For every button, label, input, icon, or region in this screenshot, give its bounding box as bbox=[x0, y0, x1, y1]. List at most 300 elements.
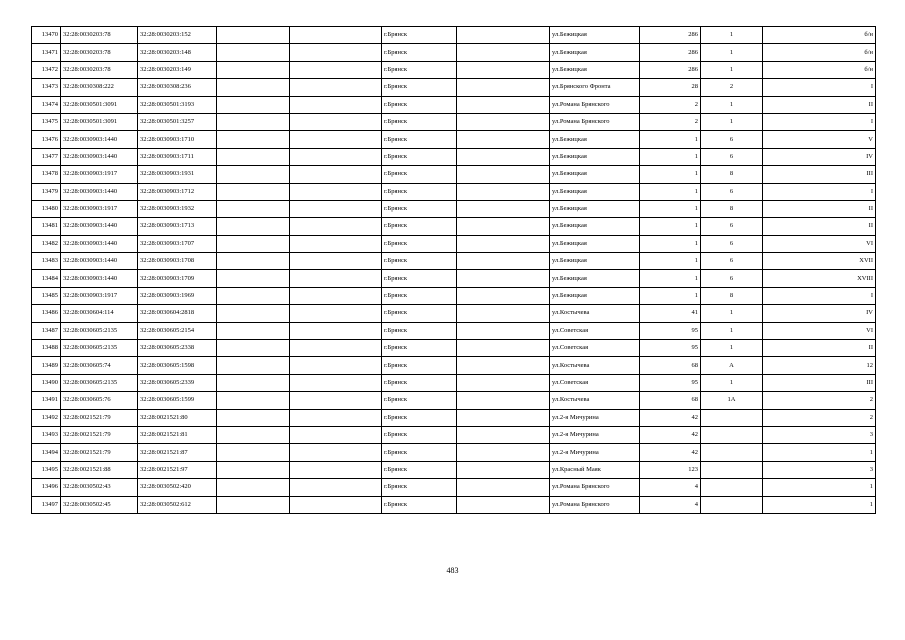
empty-cell bbox=[457, 392, 550, 409]
house-number-cell: 1 bbox=[640, 270, 701, 287]
premises-cell: I bbox=[763, 79, 876, 96]
street-cell: ул.Бежицкая bbox=[550, 235, 640, 252]
cadastral-parcel-cell: 32:28:0021521:79 bbox=[61, 444, 138, 461]
street-cell: ул.Советская bbox=[550, 322, 640, 339]
premises-cell: 3 bbox=[763, 426, 876, 443]
empty-cell bbox=[290, 166, 382, 183]
street-cell: ул.Бежицкая bbox=[550, 44, 640, 61]
cadastral-object-cell: 32:28:0030203:149 bbox=[138, 61, 217, 78]
building-cell: 6 bbox=[701, 253, 763, 270]
empty-cell bbox=[290, 340, 382, 357]
row-number-cell: 13483 bbox=[32, 253, 61, 270]
cadastral-object-cell: 32:28:0030605:2338 bbox=[138, 340, 217, 357]
empty-cell bbox=[290, 392, 382, 409]
premises-cell: II bbox=[763, 200, 876, 217]
cadastral-object-cell: 32:28:0030903:1969 bbox=[138, 287, 217, 304]
house-number-cell: 95 bbox=[640, 340, 701, 357]
premises-cell: 2 bbox=[763, 392, 876, 409]
cadastral-parcel-cell: 32:28:0030903:1440 bbox=[61, 183, 138, 200]
row-number-cell: 13472 bbox=[32, 61, 61, 78]
empty-cell bbox=[457, 235, 550, 252]
empty-cell bbox=[290, 235, 382, 252]
city-cell: г.Брянск bbox=[382, 444, 457, 461]
cadastral-parcel-cell: 32:28:0030501:3091 bbox=[61, 113, 138, 130]
cadastral-object-cell: 32:28:0030605:1599 bbox=[138, 392, 217, 409]
empty-cell bbox=[290, 148, 382, 165]
house-number-cell: 41 bbox=[640, 305, 701, 322]
empty-cell bbox=[457, 131, 550, 148]
cadastral-parcel-cell: 32:28:0030502:43 bbox=[61, 479, 138, 496]
empty-cell bbox=[217, 374, 290, 391]
table-row bbox=[32, 340, 876, 357]
city-cell: г.Брянск bbox=[382, 200, 457, 217]
premises-cell: II bbox=[763, 218, 876, 235]
table-row bbox=[32, 148, 876, 165]
premises-cell: 1 bbox=[763, 444, 876, 461]
house-number-cell: 1 bbox=[640, 235, 701, 252]
table-row bbox=[32, 374, 876, 391]
empty-cell bbox=[290, 253, 382, 270]
empty-cell bbox=[290, 270, 382, 287]
cadastral-parcel-cell: 32:28:0030203:78 bbox=[61, 27, 138, 44]
empty-cell bbox=[217, 131, 290, 148]
building-cell bbox=[701, 426, 763, 443]
empty-cell bbox=[290, 461, 382, 478]
city-cell: г.Брянск bbox=[382, 461, 457, 478]
street-cell: ул.Бежицкая bbox=[550, 200, 640, 217]
page-number: 483 bbox=[446, 566, 459, 575]
premises-cell: III bbox=[763, 374, 876, 391]
house-number-cell: 1 bbox=[640, 148, 701, 165]
empty-cell bbox=[457, 340, 550, 357]
building-cell bbox=[701, 444, 763, 461]
row-number-cell: 13492 bbox=[32, 409, 61, 426]
table-row bbox=[32, 218, 876, 235]
street-cell: ул.Романа Брянского bbox=[550, 479, 640, 496]
row-number-cell: 13497 bbox=[32, 496, 61, 513]
house-number-cell: 286 bbox=[640, 27, 701, 44]
premises-cell: I bbox=[763, 287, 876, 304]
row-number-cell: 13495 bbox=[32, 461, 61, 478]
city-cell: г.Брянск bbox=[382, 61, 457, 78]
table-row bbox=[32, 44, 876, 61]
row-number-cell: 13480 bbox=[32, 200, 61, 217]
table-row bbox=[32, 426, 876, 443]
cadastral-parcel-cell: 32:28:0030203:78 bbox=[61, 61, 138, 78]
empty-cell bbox=[217, 183, 290, 200]
city-cell: г.Брянск bbox=[382, 96, 457, 113]
street-cell: ул.Брянского Фронта bbox=[550, 79, 640, 96]
empty-cell bbox=[457, 270, 550, 287]
cadastral-object-cell: 32:28:0030903:1709 bbox=[138, 270, 217, 287]
city-cell: г.Брянск bbox=[382, 322, 457, 339]
house-number-cell: 1 bbox=[640, 287, 701, 304]
empty-cell bbox=[290, 357, 382, 374]
row-number-cell: 13479 bbox=[32, 183, 61, 200]
house-number-cell: 4 bbox=[640, 496, 701, 513]
table-row bbox=[32, 61, 876, 78]
cadastral-object-cell: 32:28:0030903:1713 bbox=[138, 218, 217, 235]
building-cell: 6 bbox=[701, 131, 763, 148]
empty-cell bbox=[290, 200, 382, 217]
row-number-cell: 13494 bbox=[32, 444, 61, 461]
building-cell: 8 bbox=[701, 200, 763, 217]
empty-cell bbox=[217, 61, 290, 78]
table-row bbox=[32, 444, 876, 461]
premises-cell: VI bbox=[763, 322, 876, 339]
empty-cell bbox=[290, 218, 382, 235]
house-number-cell: 286 bbox=[640, 44, 701, 61]
table-row bbox=[32, 479, 876, 496]
street-cell: ул.Красный Маяк bbox=[550, 461, 640, 478]
empty-cell bbox=[457, 96, 550, 113]
table-row bbox=[32, 496, 876, 513]
building-cell: 1 bbox=[701, 27, 763, 44]
city-cell: г.Брянск bbox=[382, 79, 457, 96]
building-cell: 6 bbox=[701, 183, 763, 200]
house-number-cell: 1 bbox=[640, 131, 701, 148]
house-number-cell: 68 bbox=[640, 357, 701, 374]
empty-cell bbox=[290, 409, 382, 426]
empty-cell bbox=[217, 113, 290, 130]
city-cell: г.Брянск bbox=[382, 305, 457, 322]
row-number-cell: 13491 bbox=[32, 392, 61, 409]
empty-cell bbox=[457, 426, 550, 443]
street-cell: ул.Бежицкая bbox=[550, 27, 640, 44]
empty-cell bbox=[457, 322, 550, 339]
premises-cell: XVII bbox=[763, 253, 876, 270]
document-sheet bbox=[31, 26, 875, 514]
table-row bbox=[32, 131, 876, 148]
city-cell: г.Брянск bbox=[382, 496, 457, 513]
empty-cell bbox=[217, 426, 290, 443]
cadastral-parcel-cell: 32:28:0030604:114 bbox=[61, 305, 138, 322]
table-row bbox=[32, 357, 876, 374]
city-cell: г.Брянск bbox=[382, 131, 457, 148]
row-number-cell: 13489 bbox=[32, 357, 61, 374]
empty-cell bbox=[457, 183, 550, 200]
cadastral-object-cell: 32:28:0030605:2339 bbox=[138, 374, 217, 391]
house-number-cell: 1 bbox=[640, 218, 701, 235]
empty-cell bbox=[457, 148, 550, 165]
street-cell: ул.Романа Брянского bbox=[550, 96, 640, 113]
table-row bbox=[32, 27, 876, 44]
premises-cell: б/н bbox=[763, 27, 876, 44]
empty-cell bbox=[217, 496, 290, 513]
city-cell: г.Брянск bbox=[382, 270, 457, 287]
cadastral-object-cell: 32:28:0030903:1707 bbox=[138, 235, 217, 252]
building-cell: 6 bbox=[701, 218, 763, 235]
cadastral-object-cell: 32:28:0021521:87 bbox=[138, 444, 217, 461]
city-cell: г.Брянск bbox=[382, 44, 457, 61]
table-row bbox=[32, 200, 876, 217]
row-number-cell: 13476 bbox=[32, 131, 61, 148]
empty-cell bbox=[457, 44, 550, 61]
cadastral-parcel-cell: 32:28:0030308:222 bbox=[61, 79, 138, 96]
cadastral-object-cell: 32:28:0030605:2154 bbox=[138, 322, 217, 339]
empty-cell bbox=[290, 44, 382, 61]
street-cell: ул.Советская bbox=[550, 340, 640, 357]
cadastral-parcel-cell: 32:28:0030903:1440 bbox=[61, 235, 138, 252]
city-cell: г.Брянск bbox=[382, 357, 457, 374]
cadastral-object-cell: 32:28:0030502:420 bbox=[138, 479, 217, 496]
empty-cell bbox=[457, 479, 550, 496]
table-row bbox=[32, 96, 876, 113]
house-number-cell: 42 bbox=[640, 444, 701, 461]
city-cell: г.Брянск bbox=[382, 287, 457, 304]
empty-cell bbox=[290, 444, 382, 461]
row-number-cell: 13481 bbox=[32, 218, 61, 235]
premises-cell: IV bbox=[763, 148, 876, 165]
empty-cell bbox=[217, 409, 290, 426]
empty-cell bbox=[457, 27, 550, 44]
row-number-cell: 13496 bbox=[32, 479, 61, 496]
empty-cell bbox=[290, 322, 382, 339]
house-number-cell: 286 bbox=[640, 61, 701, 78]
cadastral-object-cell: 32:28:0030604:2818 bbox=[138, 305, 217, 322]
cadastral-parcel-cell: 32:28:0030605:2135 bbox=[61, 374, 138, 391]
city-cell: г.Брянск bbox=[382, 235, 457, 252]
city-cell: г.Брянск bbox=[382, 166, 457, 183]
cadastral-object-cell: 32:28:0021521:80 bbox=[138, 409, 217, 426]
cadastral-parcel-cell: 32:28:0030605:2135 bbox=[61, 340, 138, 357]
empty-cell bbox=[290, 426, 382, 443]
cadastral-parcel-cell: 32:28:0030501:3091 bbox=[61, 96, 138, 113]
premises-cell: 1 bbox=[763, 479, 876, 496]
house-number-cell: 1 bbox=[640, 200, 701, 217]
cadastral-parcel-cell: 32:28:0030903:1917 bbox=[61, 287, 138, 304]
empty-cell bbox=[290, 287, 382, 304]
street-cell: ул.Бежицкая bbox=[550, 218, 640, 235]
empty-cell bbox=[290, 96, 382, 113]
building-cell bbox=[701, 496, 763, 513]
cadastral-parcel-cell: 32:28:0030903:1440 bbox=[61, 148, 138, 165]
table-row bbox=[32, 253, 876, 270]
street-cell: ул.2-я Мичурина bbox=[550, 444, 640, 461]
city-cell: г.Брянск bbox=[382, 392, 457, 409]
street-cell: ул.Бежицкая bbox=[550, 287, 640, 304]
building-cell: 1 bbox=[701, 113, 763, 130]
house-number-cell: 2 bbox=[640, 113, 701, 130]
building-cell: 1 bbox=[701, 61, 763, 78]
empty-cell bbox=[457, 409, 550, 426]
empty-cell bbox=[457, 166, 550, 183]
street-cell: ул.Бежицкая bbox=[550, 270, 640, 287]
table-row bbox=[32, 166, 876, 183]
cadastral-parcel-cell: 32:28:0021521:79 bbox=[61, 426, 138, 443]
empty-cell bbox=[217, 27, 290, 44]
building-cell: 6 bbox=[701, 270, 763, 287]
table-row bbox=[32, 305, 876, 322]
empty-cell bbox=[217, 357, 290, 374]
empty-cell bbox=[217, 461, 290, 478]
building-cell bbox=[701, 479, 763, 496]
cadastral-object-cell: 32:28:0030203:148 bbox=[138, 44, 217, 61]
building-cell: 6 bbox=[701, 235, 763, 252]
street-cell: ул.Бежицкая bbox=[550, 183, 640, 200]
building-cell: 8 bbox=[701, 166, 763, 183]
street-cell: ул.2-я Мичурина bbox=[550, 409, 640, 426]
house-number-cell: 123 bbox=[640, 461, 701, 478]
empty-cell bbox=[290, 113, 382, 130]
cadastral-parcel-cell: 32:28:0030203:78 bbox=[61, 44, 138, 61]
street-cell: ул.Романа Брянского bbox=[550, 496, 640, 513]
house-number-cell: 4 bbox=[640, 479, 701, 496]
premises-cell: б/н bbox=[763, 61, 876, 78]
row-number-cell: 13493 bbox=[32, 426, 61, 443]
premises-cell: 1 bbox=[763, 496, 876, 513]
house-number-cell: 28 bbox=[640, 79, 701, 96]
house-number-cell: 68 bbox=[640, 392, 701, 409]
premises-cell: XVIII bbox=[763, 270, 876, 287]
empty-cell bbox=[457, 200, 550, 217]
cadastral-parcel-cell: 32:28:0030605:74 bbox=[61, 357, 138, 374]
empty-cell bbox=[217, 444, 290, 461]
empty-cell bbox=[457, 287, 550, 304]
empty-cell bbox=[217, 218, 290, 235]
table-row bbox=[32, 79, 876, 96]
cadastral-object-cell: 32:28:0030502:612 bbox=[138, 496, 217, 513]
cadastral-object-cell: 32:28:0021521:97 bbox=[138, 461, 217, 478]
cadastral-parcel-cell: 32:28:0021521:88 bbox=[61, 461, 138, 478]
empty-cell bbox=[457, 374, 550, 391]
premises-cell: б/н bbox=[763, 44, 876, 61]
empty-cell bbox=[457, 253, 550, 270]
city-cell: г.Брянск bbox=[382, 27, 457, 44]
city-cell: г.Брянск bbox=[382, 253, 457, 270]
empty-cell bbox=[290, 496, 382, 513]
empty-cell bbox=[457, 461, 550, 478]
empty-cell bbox=[217, 392, 290, 409]
house-number-cell: 1 bbox=[640, 166, 701, 183]
street-cell: ул.2-я Мичурина bbox=[550, 426, 640, 443]
premises-cell: 3 bbox=[763, 461, 876, 478]
house-number-cell: 95 bbox=[640, 322, 701, 339]
premises-cell: III bbox=[763, 166, 876, 183]
building-cell: 6 bbox=[701, 148, 763, 165]
cadastral-object-cell: 32:28:0030605:1598 bbox=[138, 357, 217, 374]
premises-cell: IV bbox=[763, 305, 876, 322]
table-row bbox=[32, 270, 876, 287]
building-cell: 1А bbox=[701, 392, 763, 409]
cadastral-object-cell: 32:28:0030903:1931 bbox=[138, 166, 217, 183]
empty-cell bbox=[457, 357, 550, 374]
city-cell: г.Брянск bbox=[382, 340, 457, 357]
registry-table bbox=[31, 26, 876, 514]
empty-cell bbox=[457, 496, 550, 513]
cadastral-object-cell: 32:28:0030308:236 bbox=[138, 79, 217, 96]
empty-cell bbox=[217, 44, 290, 61]
street-cell: ул.Бежицкая bbox=[550, 253, 640, 270]
premises-cell: 12 bbox=[763, 357, 876, 374]
building-cell bbox=[701, 409, 763, 426]
row-number-cell: 13470 bbox=[32, 27, 61, 44]
empty-cell bbox=[217, 287, 290, 304]
empty-cell bbox=[457, 113, 550, 130]
row-number-cell: 13482 bbox=[32, 235, 61, 252]
empty-cell bbox=[457, 305, 550, 322]
cadastral-object-cell: 32:28:0030501:3193 bbox=[138, 96, 217, 113]
premises-cell: II bbox=[763, 340, 876, 357]
house-number-cell: 1 bbox=[640, 183, 701, 200]
street-cell: ул.Бежицкая bbox=[550, 166, 640, 183]
building-cell: А bbox=[701, 357, 763, 374]
table-row bbox=[32, 235, 876, 252]
city-cell: г.Брянск bbox=[382, 113, 457, 130]
city-cell: г.Брянск bbox=[382, 374, 457, 391]
row-number-cell: 13485 bbox=[32, 287, 61, 304]
row-number-cell: 13474 bbox=[32, 96, 61, 113]
cadastral-object-cell: 32:28:0021521:81 bbox=[138, 426, 217, 443]
empty-cell bbox=[217, 322, 290, 339]
city-cell: г.Брянск bbox=[382, 218, 457, 235]
table-row bbox=[32, 113, 876, 130]
cadastral-object-cell: 32:28:0030903:1708 bbox=[138, 253, 217, 270]
cadastral-object-cell: 32:28:0030903:1712 bbox=[138, 183, 217, 200]
cadastral-parcel-cell: 32:28:0030903:1917 bbox=[61, 200, 138, 217]
street-cell: ул.Советская bbox=[550, 374, 640, 391]
row-number-cell: 13486 bbox=[32, 305, 61, 322]
cadastral-parcel-cell: 32:28:0021521:79 bbox=[61, 409, 138, 426]
table-row bbox=[32, 322, 876, 339]
empty-cell bbox=[217, 148, 290, 165]
empty-cell bbox=[217, 79, 290, 96]
house-number-cell: 42 bbox=[640, 426, 701, 443]
table-row bbox=[32, 409, 876, 426]
empty-cell bbox=[217, 270, 290, 287]
building-cell: 1 bbox=[701, 340, 763, 357]
house-number-cell: 2 bbox=[640, 96, 701, 113]
street-cell: ул.Бежицкая bbox=[550, 131, 640, 148]
empty-cell bbox=[290, 183, 382, 200]
city-cell: г.Брянск bbox=[382, 409, 457, 426]
street-cell: ул.Бежицкая bbox=[550, 148, 640, 165]
row-number-cell: 13478 bbox=[32, 166, 61, 183]
empty-cell bbox=[217, 340, 290, 357]
row-number-cell: 13490 bbox=[32, 374, 61, 391]
cadastral-parcel-cell: 32:28:0030903:1440 bbox=[61, 218, 138, 235]
empty-cell bbox=[457, 444, 550, 461]
row-number-cell: 13473 bbox=[32, 79, 61, 96]
street-cell: ул.Костычева bbox=[550, 392, 640, 409]
premises-cell: 2 bbox=[763, 409, 876, 426]
empty-cell bbox=[217, 305, 290, 322]
empty-cell bbox=[290, 61, 382, 78]
empty-cell bbox=[457, 218, 550, 235]
premises-cell: I bbox=[763, 183, 876, 200]
city-cell: г.Брянск bbox=[382, 479, 457, 496]
table-row bbox=[32, 461, 876, 478]
street-cell: ул.Костычева bbox=[550, 305, 640, 322]
premises-cell: II bbox=[763, 96, 876, 113]
building-cell: 1 bbox=[701, 322, 763, 339]
cadastral-parcel-cell: 32:28:0030502:45 bbox=[61, 496, 138, 513]
premises-cell: I bbox=[763, 113, 876, 130]
row-number-cell: 13475 bbox=[32, 113, 61, 130]
row-number-cell: 13484 bbox=[32, 270, 61, 287]
cadastral-object-cell: 32:28:0030203:152 bbox=[138, 27, 217, 44]
building-cell bbox=[701, 461, 763, 478]
premises-cell: VI bbox=[763, 235, 876, 252]
empty-cell bbox=[217, 200, 290, 217]
house-number-cell: 42 bbox=[640, 409, 701, 426]
building-cell: 1 bbox=[701, 96, 763, 113]
cadastral-parcel-cell: 32:28:0030903:1440 bbox=[61, 270, 138, 287]
empty-cell bbox=[217, 479, 290, 496]
cadastral-parcel-cell: 32:28:0030605:76 bbox=[61, 392, 138, 409]
table-row bbox=[32, 183, 876, 200]
street-cell: ул.Костычева bbox=[550, 357, 640, 374]
